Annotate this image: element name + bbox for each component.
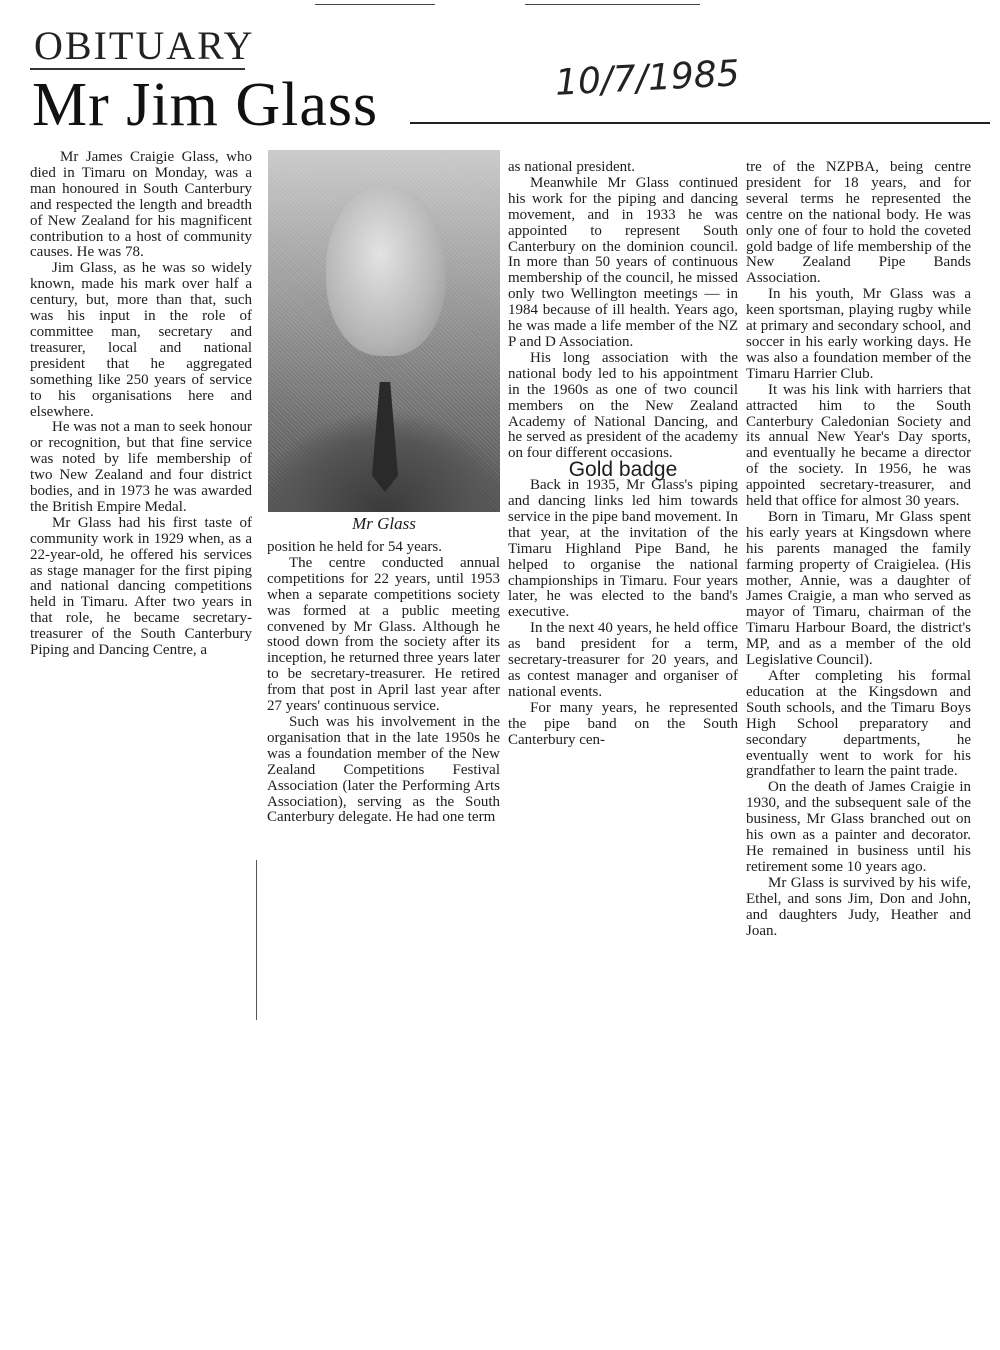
- portrait-photo: [268, 150, 500, 512]
- margin-mark: [256, 860, 257, 1020]
- column-3: [508, 160, 738, 749]
- handwritten-date: 10/7/1985: [554, 53, 741, 104]
- paragraph: as national president.: [508, 159, 636, 175]
- paragraph: In the next 40 years, he held office as band president for a term, secretary-treasurer for 20 years, and as contest manager and organiser of national events.: [508, 620, 738, 700]
- paragraph: He was not a man to seek honour or recognition, but that fine service was noted by life membership of two New Zealand and four district bodies, and in 1973 he was awarded the British Empire Medal.: [30, 419, 252, 515]
- paragraph: tre of the NZPBA, being centre president for 18 years, and for several terms he represented the centre on the national body. He was only one of four to hold the coveted gold badge of life membership of the New Zealand Pipe Bands Association.: [746, 159, 971, 287]
- photo-caption: Mr Glass: [352, 514, 416, 533]
- paragraph: Jim Glass, as he was so widely known, made his mark over half a century, but, more than that, such was his input in the role of committee man, secretary and treasurer, local and national president that he aggregated something like 250 years of service to his organisations here and elsewhere.: [30, 260, 252, 420]
- top-rule-right: [525, 4, 700, 5]
- column-4: [746, 160, 971, 939]
- paragraph: On the death of James Craigie in 1930, and the subsequent sale of the business, Mr Glass branched out on his own as a painter and decorator. He remained in business until his retirement some 10 years ago.: [746, 779, 971, 875]
- paragraph: For many years, he represented the pipe band on the South Canterbury cen-: [508, 699, 738, 748]
- paragraph: Born in Timaru, Mr Glass spent his early years at Kingsdown where his parents managed the family farming property of Craigielea. (His mother, Annie, was a daughter of James Craigie, a man who served as mayor of Timaru, chairman of the Timaru Harbour Board, the district's MP, and as a member of the old Legislative Council).: [746, 508, 971, 669]
- column-2: [267, 540, 500, 826]
- paragraph: The centre conducted annual competitions for 22 years, until 1953 when a separate competitions society was formed at a public meeting convened by Mr Glass. Although he stood down from the society after its inception, he returned three years later to be secretary-treasurer. He retired from that post in April last year after 27 years' continuous service.: [267, 554, 500, 715]
- paragraph: Back in 1935, Mr Glass's piping and dancing links led him towards service in the pipe band movement. In that year, at the invitation of the Timaru Highland Pipe Band, he helped to organise the national championships in Timaru. Four years later, he was elected to the band's executive.: [508, 477, 738, 621]
- paragraph: Mr James Craigie Glass, who died in Timaru on Monday, was a man honoured in South Canterbury and respected the length and breadth of New Zealand for his magnificent contribution to a host of community causes. He was 78.: [30, 149, 252, 261]
- column-1: [30, 150, 252, 659]
- paragraph: Mr Glass is survived by his wife, Ethel, and sons Jim, Don and John, and daughters Judy, Heather and Joan.: [746, 874, 971, 939]
- top-rule-left: [315, 4, 435, 5]
- headline: Mr Jim Glass: [32, 71, 379, 139]
- paragraph: His long association with the national body led to his appointment in the 1960s as one of two council members on the New Zealand Academy of National Dancing, and he served as president of the academy on four different occasions.: [508, 349, 738, 462]
- portrait-head: [326, 186, 446, 356]
- paragraph: After completing his formal education at the Kingsdown and South schools, and the Timaru Boys High School preparatory and secondary departments, he eventually went to work for his grandfather to learn the paint trade.: [746, 668, 971, 780]
- paragraph: Meanwhile Mr Glass continued his work for the piping and dancing movement, and in 1933 he was appointed to represent South Canterbury on the dominion council. In more than 50 years of continuous membership of the council, he missed only two Wellington meetings — in 1984 because of ill health. Years ago, he was made a life member of the NZ P and D Association.: [508, 174, 738, 350]
- subheading: Gold badge: [568, 458, 678, 482]
- paragraph: position he held for 54 years.: [267, 539, 442, 555]
- paragraph: It was his link with harriers that attracted him to the South Canterbury Caledonian Society and its annual New Year's Day sports, and eventually he became a director of the society. In 1956, he was appointed secretary-treasurer, and held that office for almost 30 years.: [746, 381, 971, 510]
- headline-rule: [410, 122, 990, 124]
- paragraph: In his youth, Mr Glass was a keen sportsman, playing rugby while at primary and secondary school, and soccer in his early working days. He was also a foundation member of the Timaru Harrier Club.: [746, 286, 971, 382]
- section-kicker: OBITUARY: [34, 23, 255, 68]
- paragraph: Mr Glass had his first taste of community work in 1929 when, as a 22-year-old, he offered his services as stage manager for the first piping and national dancing competitions held in Timaru. After two years in that role, he became secretary-treasurer of the South Canterbury Piping and Dancing Centre, a: [30, 514, 252, 659]
- paragraph: Such was his involvement in the organisation that in the late 1950s he was a foundation member of the New Zealand Competitions Festival Association (later the Performing Arts Association), serving as the South Canterbury delegate. He had one term: [267, 713, 500, 826]
- portrait-tie: [372, 382, 398, 492]
